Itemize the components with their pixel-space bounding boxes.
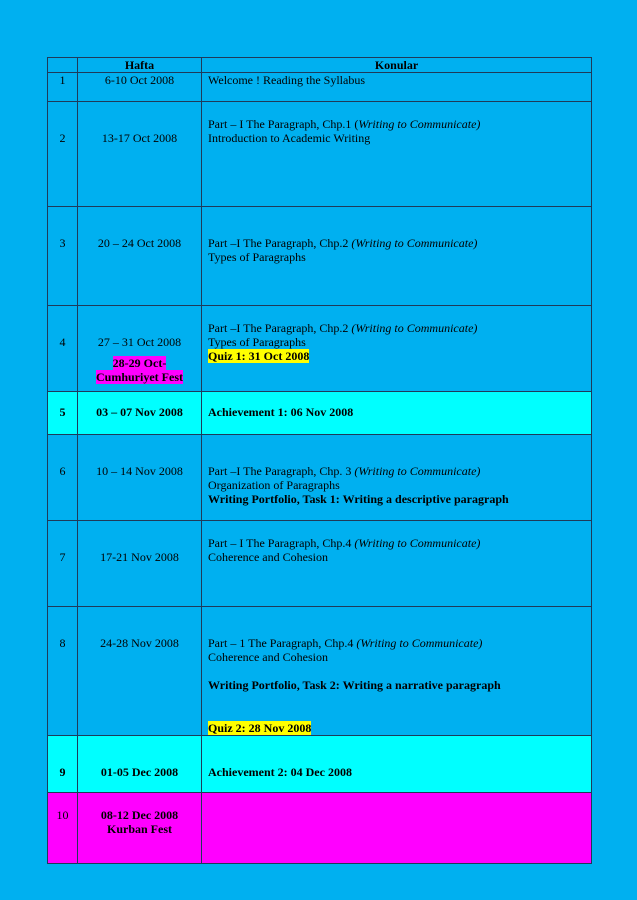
chapter-text: Part – I The Paragraph, Chp.4 [208, 536, 355, 550]
row-week: 17-21 Nov 2008 [78, 521, 202, 607]
table-row [48, 793, 592, 864]
row-week [78, 793, 202, 864]
row-number: 4 [48, 306, 78, 392]
topic-line: Coherence and Cohesion [208, 550, 328, 564]
row-week [78, 306, 202, 392]
topic-line: Welcome ! Reading the Syllabus [208, 73, 365, 87]
topic-line [208, 536, 591, 550]
portfolio-task: Writing Portfolio, Task 1: Writing a descriptive paragraph [208, 492, 509, 506]
row-week: 03 – 07 Nov 2008 [78, 392, 202, 435]
table-row [48, 435, 592, 521]
table-row [48, 392, 592, 435]
row-number: 9 [48, 736, 78, 793]
row-week: 6-10 Oct 2008 [78, 73, 202, 102]
row-number: 7 [48, 521, 78, 607]
book-title: (Writing to Communicate) [354, 464, 481, 478]
table-row [48, 102, 592, 207]
row-topic [202, 435, 592, 521]
row-week: 01-05 Dec 2008 [78, 736, 202, 793]
row-number: 10 [48, 793, 78, 864]
row-topic [202, 736, 592, 793]
row-week: 24-28 Nov 2008 [78, 607, 202, 736]
table-row [48, 73, 592, 102]
row-number: 3 [48, 207, 78, 306]
chapter-text: Part – I The Paragraph, Chp.1 ( [208, 117, 359, 131]
topic-line [208, 464, 591, 478]
topic-line [208, 117, 591, 131]
chapter-text: Part – 1 The Paragraph, Chp.4 [208, 636, 357, 650]
book-title: (Writing to Communicate) [351, 236, 478, 250]
topic-line: Achievement 1: 06 Nov 2008 [208, 405, 354, 419]
row-topic [202, 392, 592, 435]
topic-line: Introduction to Academic Writing [208, 131, 371, 145]
table-row [48, 521, 592, 607]
holiday-note: 28-29 Oct- [112, 356, 167, 370]
quiz-badge: Quiz 2: 28 Nov 2008 [208, 721, 312, 735]
quiz-badge: Quiz 1: 31 Oct 2008 [208, 349, 310, 363]
row-week: 13-17 Oct 2008 [78, 102, 202, 207]
portfolio-task: Writing Portfolio, Task 2: Writing a narrative paragraph [208, 678, 501, 692]
book-title: (Writing to Communicate) [354, 536, 481, 550]
header-topics: Konular [202, 58, 592, 73]
table-row [48, 207, 592, 306]
topic-line: Types of Paragraphs [208, 335, 306, 349]
header-row [48, 58, 592, 73]
topic-line [208, 321, 591, 335]
table-row [48, 306, 592, 392]
table-row [48, 607, 592, 736]
book-title: (Writing to Communicate) [351, 321, 478, 335]
week-dates: 27 – 31 Oct 2008 [97, 335, 182, 349]
chapter-text: Part –I The Paragraph, Chp.2 [208, 321, 352, 335]
holiday-note: Cumhuriyet Fest [96, 370, 183, 384]
row-number: 5 [48, 392, 78, 435]
syllabus-table [47, 57, 592, 864]
topic-line [208, 636, 591, 650]
row-topic [202, 306, 592, 392]
week-dates: 08-12 Dec 2008 [100, 808, 179, 822]
table-row [48, 736, 592, 793]
book-title: Writing to Communicate) [358, 117, 481, 131]
topic-line [208, 236, 591, 250]
row-topic [202, 521, 592, 607]
row-topic [202, 607, 592, 736]
row-topic [202, 207, 592, 306]
holiday-note: Kurban Fest [106, 822, 172, 836]
header-week: Hafta [78, 58, 202, 73]
topic-line: Coherence and Cohesion [208, 650, 328, 664]
row-number: 2 [48, 102, 78, 207]
row-week: 10 – 14 Nov 2008 [78, 435, 202, 521]
row-number: 6 [48, 435, 78, 521]
topic-line: Types of Paragraphs [208, 250, 306, 264]
book-title: (Writing to Communicate) [356, 636, 483, 650]
row-topic [202, 73, 592, 102]
row-topic [202, 793, 592, 864]
chapter-text: Part –I The Paragraph, Chp.2 [208, 236, 352, 250]
row-number: 8 [48, 607, 78, 736]
topic-line: Organization of Paragraphs [208, 478, 340, 492]
chapter-text: Part –I The Paragraph, Chp. 3 [208, 464, 355, 478]
row-topic [202, 102, 592, 207]
header-number [48, 58, 78, 73]
topic-line: Achievement 2: 04 Dec 2008 [208, 765, 352, 779]
row-week: 20 – 24 Oct 2008 [78, 207, 202, 306]
row-number: 1 [48, 73, 78, 102]
